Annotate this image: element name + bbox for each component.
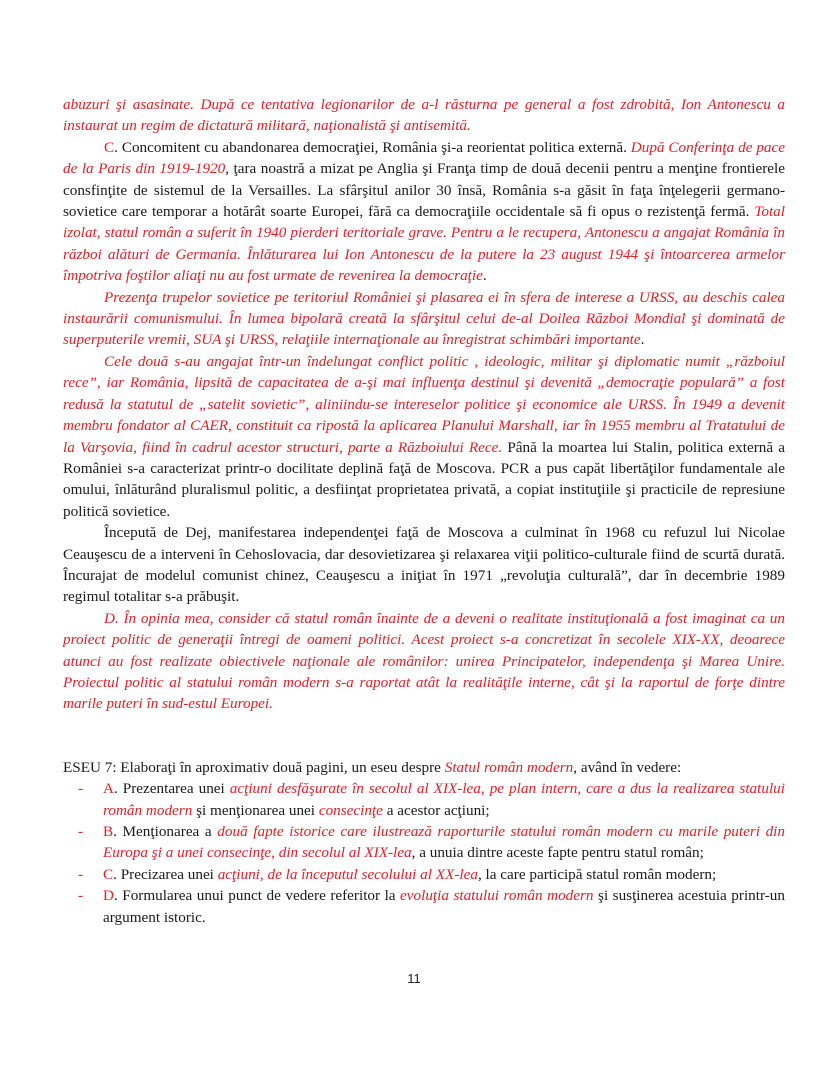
body-text: . Menţionarea a (113, 823, 218, 840)
body-text: . Prezentarea unei (113, 780, 230, 798)
paragraph (63, 522, 785, 608)
dash-bullet-icon: - (78, 823, 84, 840)
body-text: . (482, 267, 487, 285)
highlighted-text: D. În opinia mea, consider că statul român înainte de a deveni o realitate instituţională a fost imaginat ca un proiect politic de generaţii întregi de oameni politici. Acest proiect s-a concretizat în secolele XIX-XX, deoarece atunci au fost realizate obiectivele naţionale ale românilor: unirea Principatelor, independenţa şi Marea Unire. Proiectul politic al statului român modern s-a raportat atât la realităţile interne, cât şi la raportul de forţe dintre marile puteri în sud-estul Europei. (63, 609, 785, 713)
highlighted-text: A (103, 780, 114, 798)
requirement-item (63, 864, 785, 885)
highlighted-text: C (103, 865, 114, 883)
highlighted-text: acţiuni, de la începutul secolului al XX-lea (217, 865, 478, 883)
highlighted-text: Statul român modern (444, 758, 574, 776)
paragraph (63, 287, 785, 351)
essay-requirements-list (63, 778, 785, 928)
body-text: , ţara noastră a mizat pe Anglia şi Franţa timp de două decenii pentru a menţine frontierele consfinţite de sistemul de la Versailles. La sfârşitul anilor 30 însă, România s-a găsit în faţa înţelegerii germano-sovietice care temporar a hotărât soarte Europei, fără ca democraţiile occidentale să fi opus o rezistenţă fermă. (63, 160, 786, 221)
highlighted-text: evoluţia statului român modern (400, 887, 594, 905)
highlighted-text: D (103, 887, 114, 905)
requirement-item (63, 778, 785, 821)
body-text: ESEU 7: Elaboraţi în aproximativ două pagini, un eseu despre (63, 758, 445, 776)
body-text: . Formularea unui punct de vedere referitor la (113, 887, 401, 905)
body-text: Până la moartea lui Stalin, politica externă a României s-a caracterizat printr-o docilitate deplină faţă de Moscova. PCR a pus capăt libertăţilor fundamentale ale omului, înlăturând pluralismul politic, a desfiinţat proprietatea privată, a copiat instituţiile şi practicile de represiune politică sovietice. (63, 438, 786, 520)
highlighted-text: consecinţe (318, 801, 383, 819)
requirement-item (63, 821, 785, 864)
highlighted-text: C (104, 138, 115, 156)
body-text: Începută de Dej, manifestarea independenţei faţă de Moscova a culminat în 1968 cu refuzul lui Nicolae Ceauşescu de a interveni în Cehoslovacia, dar desovietizarea şi relaxarea viţii politico-culturale fiind de scurtă durată. Încurajat de modelul comunist chinez, Ceauşescu a iniţiat în 1971 „revoluţia culturală”, dar în decembrie 1989 regimul totalitar s-a prăbuşit. (63, 524, 785, 606)
body-text: , la care participă statul român modern; (477, 865, 717, 883)
paragraph (63, 351, 785, 522)
body-text: şi susţinerea acestuia printr-un argument istoric. (103, 887, 785, 926)
requirement-item (63, 885, 785, 928)
highlighted-text: Cele două s-au angajat într-un îndelungat conflict politic , ideologic, militar şi diplomatic numit „războiul rece”, iar România, lipsită de capacitatea de a-şi mai influenţa destinul şi devenită „democraţie populară” a fost redusă la statutul de „satelit sovietic”, aliniindu-se intereselor politice şi economice ale URSS. În 1949 a devenit membru fondator al CAER, constituit ca ripostă la aplicarea Planului Marshall, iar în 1955 membru al Tratatului de la Varşovia, fiind în cadrul acestor structuri, parte a Războiului Rece. (63, 352, 785, 456)
essay-body (63, 94, 785, 715)
dash-bullet-icon: - (78, 865, 84, 883)
highlighted-text: Total izolat, statul român a suferit în 1940 pierderi teritoriale grave. Pentru a le recupera, Antonescu a angajat România în război alături de Germania. Înlăturarea lui Ion Antonescu de la putere la 23 august 1944 şi întoarcerea armelor împotriva foştilor aliaţi nu au fost urmate de revenirea la democraţie (63, 203, 785, 285)
highlighted-text: Prezenţa trupelor sovietice pe teritoriul României şi plasarea ei în sfera de interese a URSS, au deschis calea instaurării comunismului. În lumea bipolară creată la sfârşitul celui de-al Doilea Război Mondial şi dominată de superputerile vremii, SUA şi URSS, relaţiile internaţionale au înregistrat schimbări importante (63, 288, 785, 349)
body-text: . Precizarea unei (113, 865, 218, 883)
dash-bullet-icon: - (78, 780, 84, 798)
body-text: , având în vedere: (573, 758, 682, 776)
document-page (63, 94, 785, 928)
essay-prompt (63, 757, 785, 778)
highlighted-text: abuzuri şi asasinate. După ce tentativa legionarilor de a-l răsturna pe general a fost zdrobită, Ion Antonescu a instaurat un regim de dictatură militară, naţionalistă şi antisemită. (63, 96, 785, 135)
body-text: şi menţionarea unei (192, 801, 319, 819)
paragraph (63, 608, 785, 715)
highlighted-text: două fapte istorice care ilustrează raporturile statului român modern cu marile puteri din Europa şi a unei consecinţe, din secolul al XIX-lea (103, 823, 785, 862)
body-text: , a unuia dintre aceste fapte pentru statul român; (411, 844, 704, 862)
highlighted-text: B (103, 823, 114, 840)
highlighted-text: După Conferinţa de pace de la Paris din 1919-1920 (63, 138, 785, 178)
highlighted-text: acţiuni desfăşurate în secolul al XIX-lea, pe plan intern, care a dus la realizarea statului român modern (103, 780, 785, 819)
paragraph (63, 94, 785, 137)
dash-bullet-icon: - (78, 887, 84, 905)
section-spacer (63, 715, 785, 757)
body-text: . (640, 331, 645, 349)
page-number: 11 (407, 971, 421, 986)
body-text: . Concomitent cu abandonarea democraţiei, România şi-a reorientat politica externă. (114, 138, 631, 156)
body-text: a acestor acţiuni; (382, 801, 490, 819)
paragraph (63, 137, 785, 287)
